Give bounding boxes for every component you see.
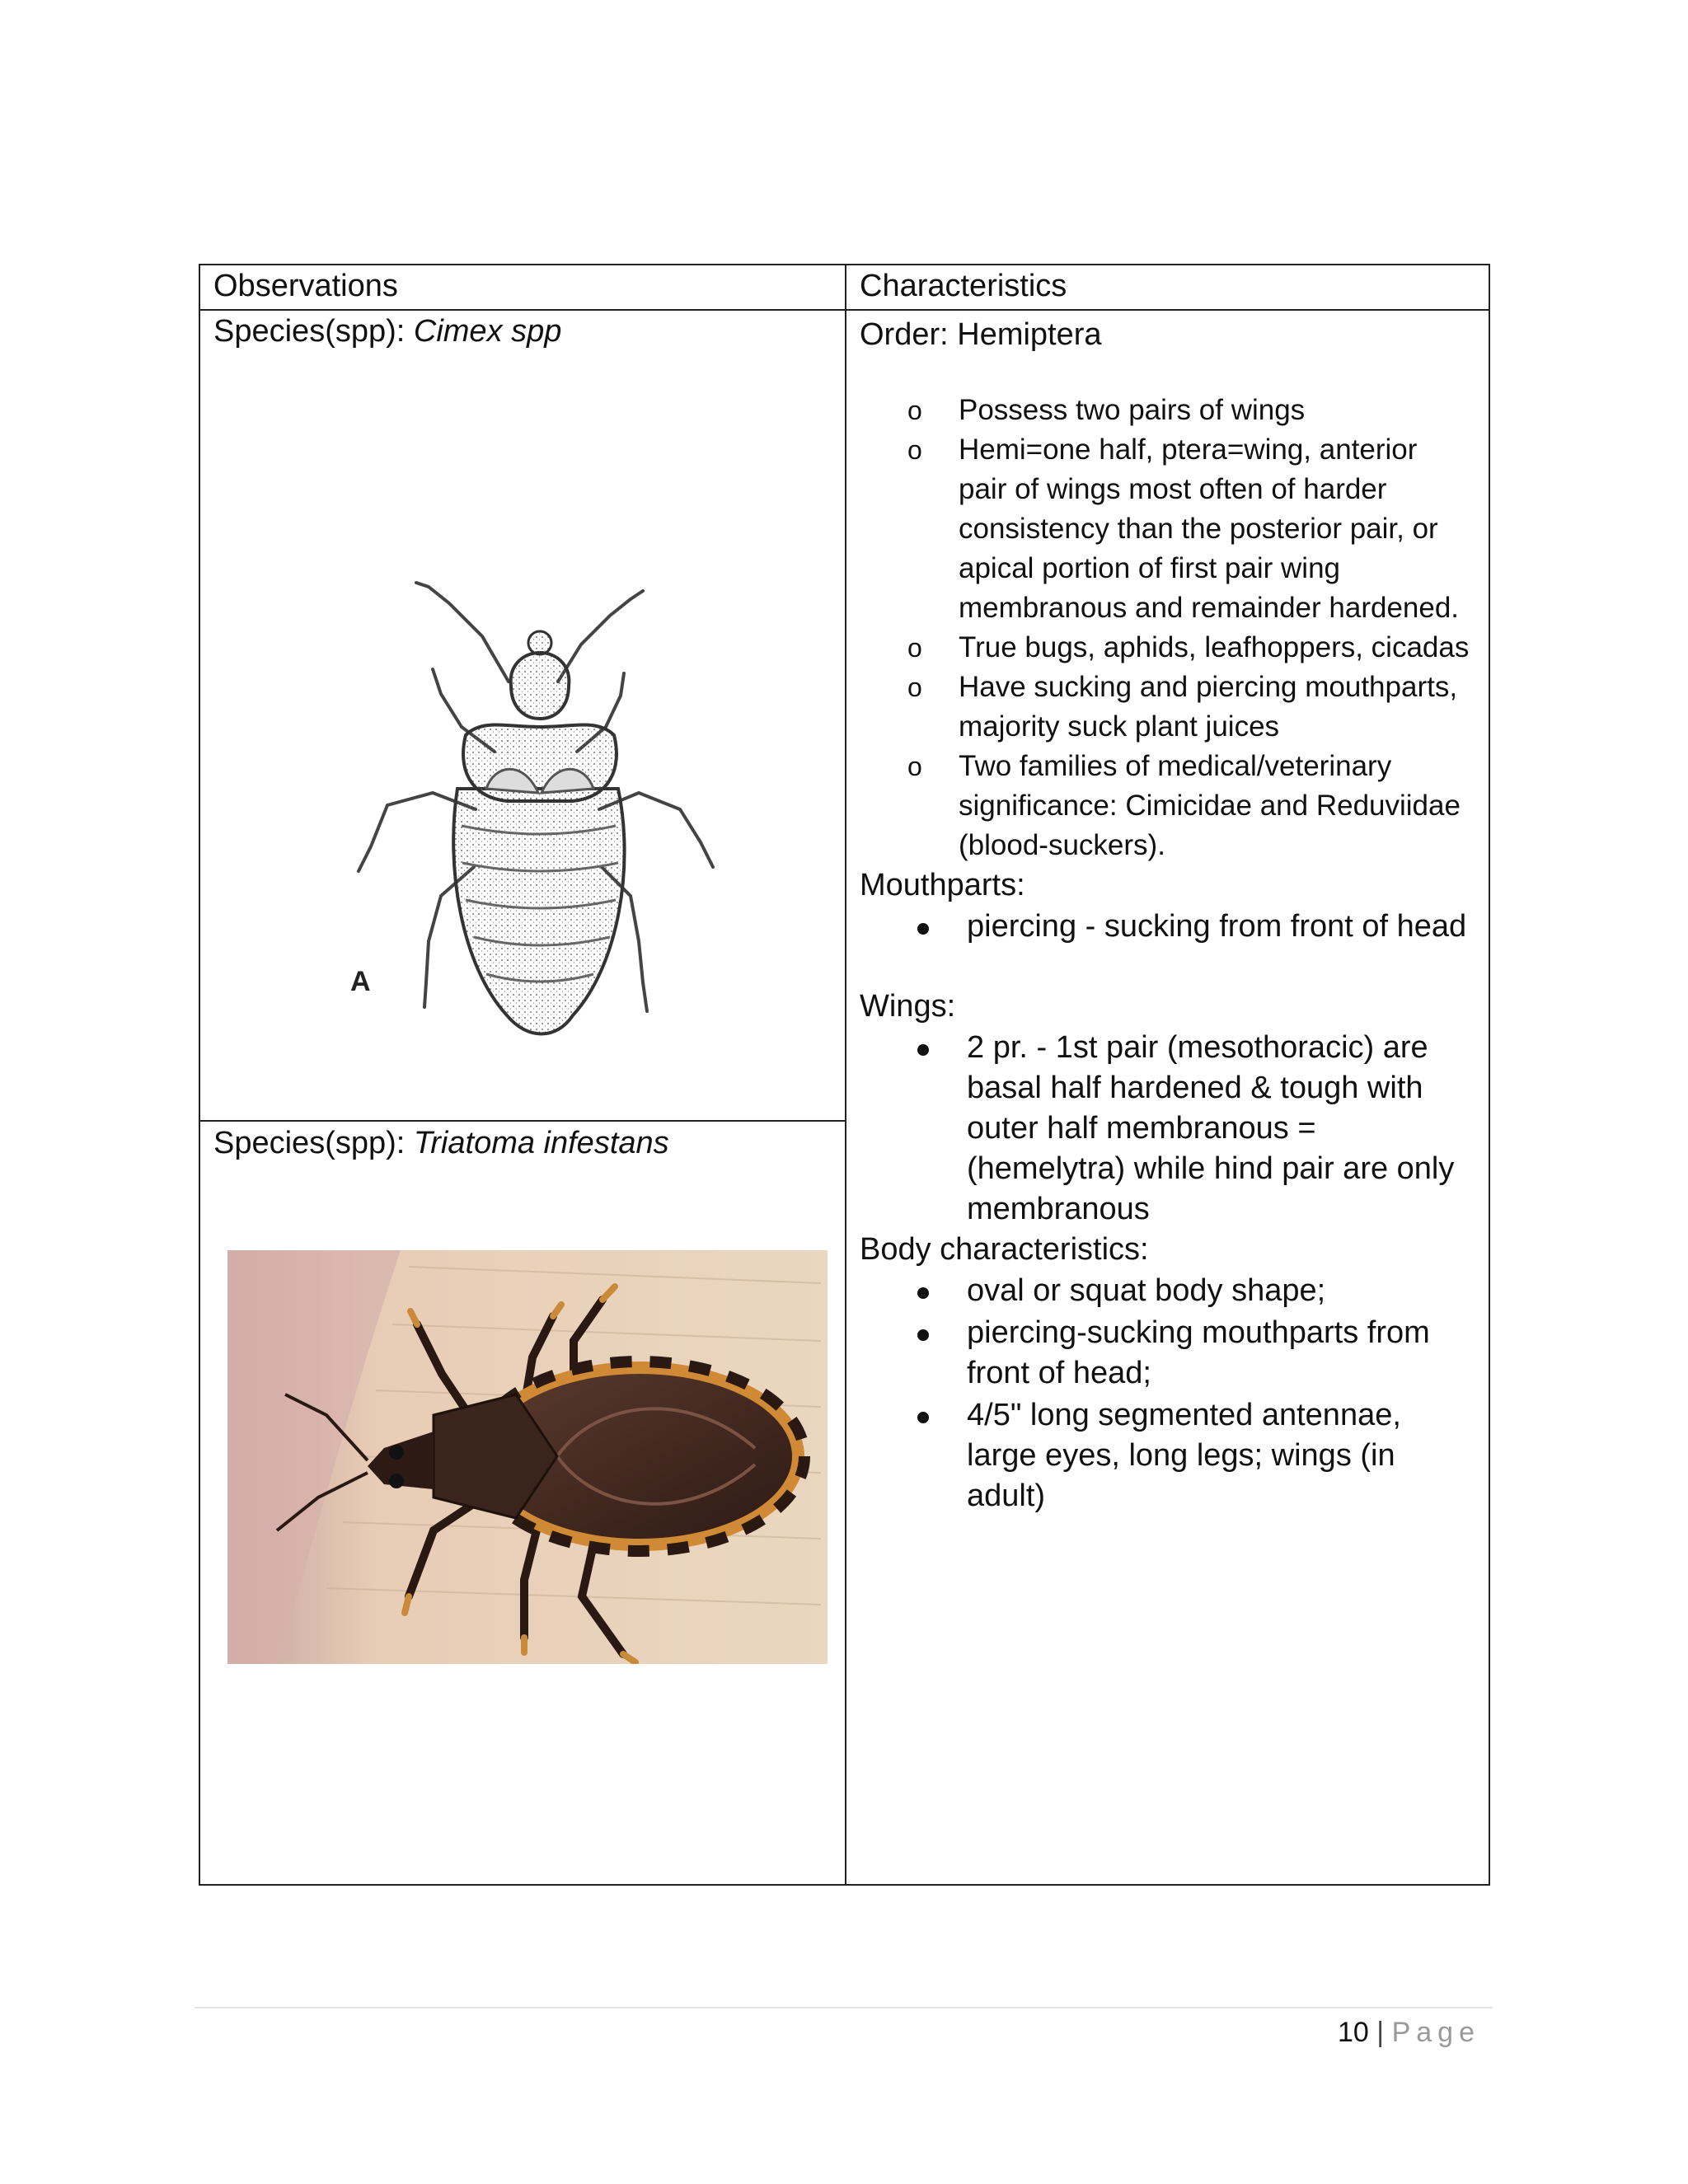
characteristics-cell xyxy=(860,315,1470,1516)
observation-table xyxy=(199,264,1490,1886)
footer-divider xyxy=(195,2007,1493,2008)
bullet-icon xyxy=(917,1044,929,1056)
species-label-triatoma xyxy=(213,1122,669,1164)
body-heading: Body characteristics: xyxy=(860,1232,1149,1267)
mouthparts-list xyxy=(860,905,1470,947)
wings-heading: Wings: xyxy=(860,989,956,1024)
order-heading: Order: Hemiptera xyxy=(860,317,1102,352)
page-label: Page xyxy=(1391,2017,1480,2048)
triatoma-photo xyxy=(227,1250,828,1664)
mouthparts-heading: Mouthparts: xyxy=(860,868,1025,902)
species-row-divider xyxy=(200,1120,845,1122)
cimex-illustration xyxy=(293,480,787,1057)
list-item: piercing-sucking mouthparts from front of head; xyxy=(860,1311,1470,1394)
circle-bullet-icon: o xyxy=(907,633,922,663)
bullet-icon xyxy=(917,1412,929,1423)
bullet-icon xyxy=(917,1329,929,1341)
list-item: piercing - sucking from front of head xyxy=(860,905,1470,947)
bullet-icon xyxy=(917,923,929,935)
header-observations: Observations xyxy=(213,269,398,303)
list-item: 2 pr. - 1st pair (mesothoracic) are basal half hardened & tough with outer half membranous = (hemelytra) while hind pair are only membranous xyxy=(860,1026,1470,1230)
list-item: o Have sucking and piercing mouthparts, majority suck plant juices xyxy=(860,668,1470,747)
bullet-icon xyxy=(917,1287,929,1299)
list-item: o Possess two pairs of wings xyxy=(860,391,1470,430)
body-list xyxy=(860,1269,1470,1516)
circle-bullet-icon: o xyxy=(907,396,922,425)
species-name: Cimex spp xyxy=(413,314,562,349)
list-item: oval or squat body shape; xyxy=(860,1269,1470,1311)
circle-bullet-icon: o xyxy=(907,752,922,781)
circle-bullet-icon: o xyxy=(907,673,922,702)
list-item: o Hemi=one half, ptera=wing, anterior pair of wings most often of harder consistency than the posterior pair, or apical portion of first pair wing membranous and remainder hardened. xyxy=(860,430,1470,628)
header-characteristics: Characteristics xyxy=(860,269,1067,303)
column-divider xyxy=(845,265,846,1884)
species-name: Triatoma infestans xyxy=(413,1126,669,1160)
species-prefix: Species(spp): xyxy=(213,1126,414,1160)
list-item: 4/5" long segmented antennae, large eyes, long legs; wings (in adult) xyxy=(860,1394,1470,1516)
list-item: o True bugs, aphids, leafhoppers, cicadas xyxy=(860,628,1470,668)
species-prefix: Species(spp): xyxy=(213,314,414,349)
page-footer xyxy=(1338,2013,1480,2052)
order-list xyxy=(860,391,1470,865)
list-item: o Two families of medical/veterinary significance: Cimicidae and Reduviidae (blood-suckers). xyxy=(860,747,1470,865)
circle-bullet-icon: o xyxy=(907,435,922,465)
figure-label: A xyxy=(350,966,371,997)
footer-separator: | xyxy=(1376,2017,1385,2048)
wings-list xyxy=(860,1026,1470,1230)
page-number: 10 xyxy=(1338,2017,1369,2048)
species-label-cimex xyxy=(213,311,561,352)
